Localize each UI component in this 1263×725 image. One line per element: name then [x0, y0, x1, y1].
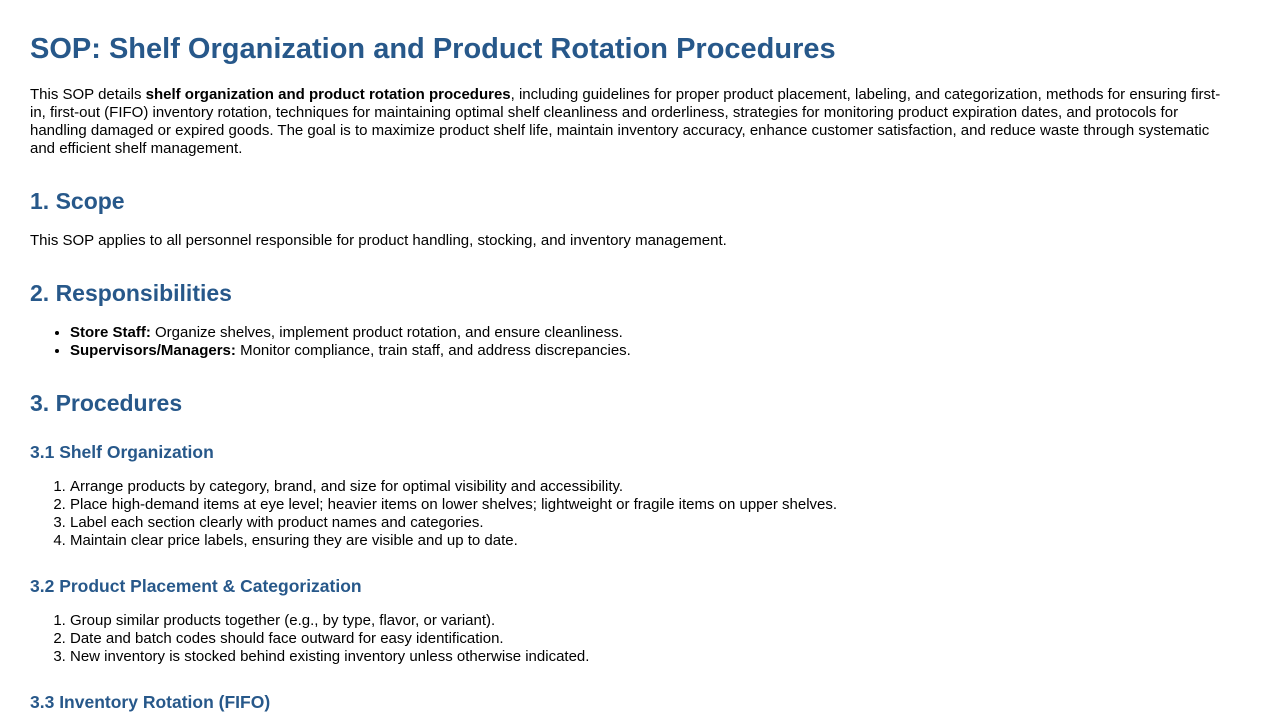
responsibilities-list — [30, 324, 1232, 360]
scope-paragraph: This SOP applies to all personnel responsible for product handling, stocking, and inventory management. — [30, 232, 727, 250]
step-item: 2. Date and batch codes should face outward for easy identification. — [70, 630, 1232, 648]
section-heading-scope: 1. Scope — [30, 187, 125, 214]
subsection-heading-product-placement: 3.2 Product Placement & Categorization — [30, 575, 362, 596]
step-item: 1. Arrange products by category, brand, and size for optimal visibility and accessibility. — [70, 478, 1232, 496]
section-heading-responsibilities: 2. Responsibilities — [30, 279, 232, 306]
product-placement-steps — [30, 612, 1232, 666]
step-item: 3. Label each section clearly with product names and categories. — [70, 514, 1232, 532]
responsibility-role: Supervisors/Managers: — [70, 342, 236, 359]
step-item: 4. Maintain clear price labels, ensuring they are visible and up to date. — [70, 532, 1232, 550]
intro-paragraph — [30, 86, 1232, 157]
section-heading-procedures: 3. Procedures — [30, 389, 183, 416]
responsibility-role: Store Staff: — [70, 324, 151, 342]
step-item: 2. Place high-demand items at eye level; heavier items on lower shelves; lightweight or fragile items on upper shelves. — [70, 496, 1232, 514]
intro-text-before: This SOP details — [30, 86, 146, 104]
step-item: 1. Group similar products together (e.g., by type, flavor, or variant). — [70, 612, 1232, 630]
responsibility-description: Monitor compliance, train staff, and address discrepancies. — [235, 342, 631, 359]
shelf-organization-steps — [30, 478, 1232, 549]
subsection-heading-shelf-organization: 3.1 Shelf Organization — [30, 442, 214, 463]
intro-bold-text: shelf organization and product rotation procedures — [145, 86, 511, 104]
page-title: SOP: Shelf Organization and Product Rotation Procedures — [30, 33, 836, 65]
responsibility-description: Organize shelves, implement product rotation, and ensure cleanliness. — [150, 324, 623, 342]
responsibility-item — [70, 324, 1232, 342]
intro-text-after: , including guidelines for proper product placement, labeling, and categorization, methods for ensuring first-in, first-out (FIFO) inventory rotation, techniques for maintaining optimal shelf cleanliness and orderliness, strategies for monitoring product expiration dates, and protocols for handling damaged or expired goods. The goal is to maximize product shelf life, maintain inventory accuracy, enhance customer satisfaction, and reduce waste through systematic and efficient shelf management. — [30, 86, 1221, 157]
responsibility-item — [70, 342, 1232, 360]
step-item: 3. New inventory is stocked behind existing inventory unless otherwise indicated. — [70, 648, 1232, 666]
subsection-heading-inventory-rotation: 3.3 Inventory Rotation (FIFO) — [30, 691, 271, 712]
